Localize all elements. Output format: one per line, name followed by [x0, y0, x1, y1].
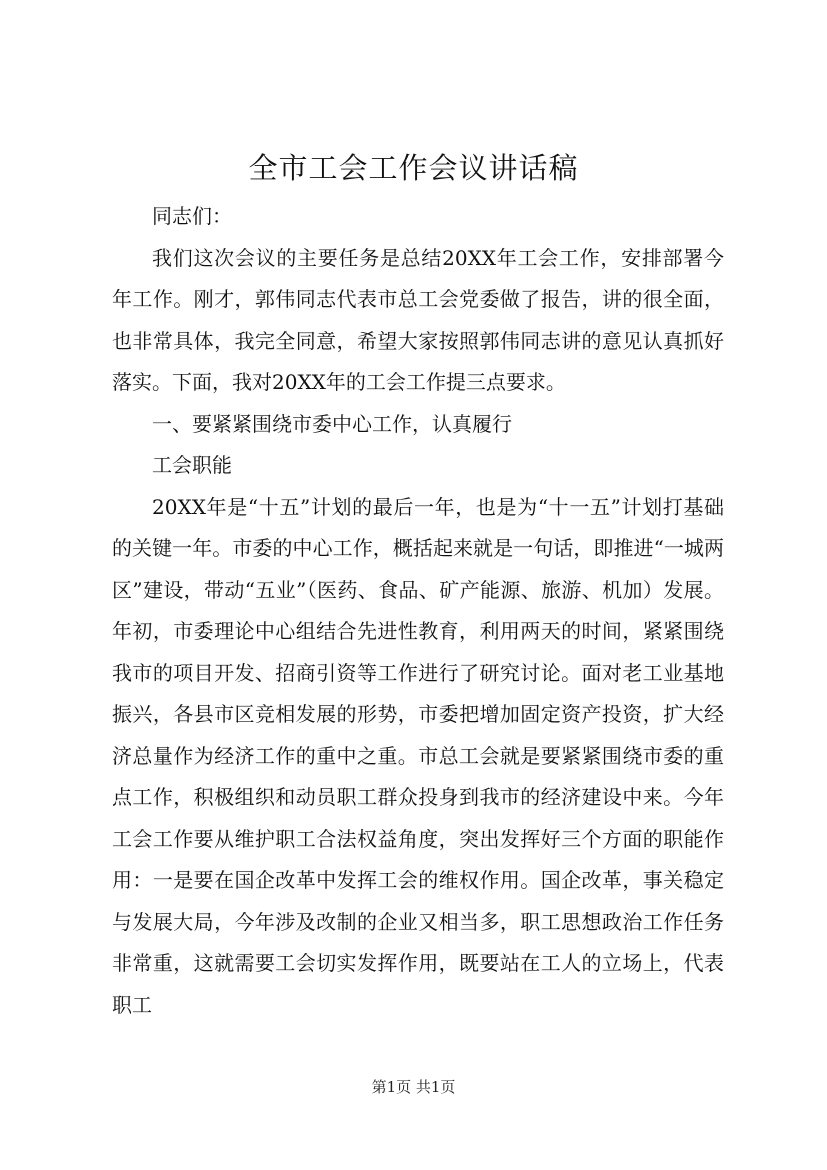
salutation-paragraph: 同志们： — [152, 204, 232, 228]
intro-paragraph: 我们这次会议的主要任务是总结20XX年工会工作，安排部署今年工作。刚才，郭伟同志代表市总工会党委做了报告，讲的很全面，也非常具体，我完全同意，希望大家按照郭伟同志讲的意见认真抓好落实。下面，我对20XX年的工会工作提三点要求。 — [112, 245, 724, 394]
document-body — [112, 196, 724, 1026]
section-heading-line-1: 一、要紧紧围绕市委中心工作，认真履行 — [152, 411, 512, 436]
document-title: 全市工会工作会议讲话稿 — [248, 151, 579, 185]
section-body-paragraph: 20XX年是“十五”计划的最后一年，也是为“十一五”计划打基础的关键一年。市委的中心工作，概括起来就是一句话，即推进“一城两区”建设，带动“五业”（医药、食品、矿产能源、旅游、机加）发展。年初，市委理论中心组结合先进性教育，利用两天的时间，紧紧围绕我市的项目开发、招商引资等工作进行了研究讨论。面对老工业基地振兴，各县市区竞相发展的形势，市委把增加固定资产投资，扩大经济总量作为经济工作的重中之重。市总工会就是要紧紧围绕市委的重点工作，积极组织和动员职工群众投身到我市的经济建设中来。今年工会工作要从维护职工合法权益角度，突出发挥好三个方面的职能作用：一是要在国企改革中发挥工会的维权作用。国企改革，事关稳定与发展大局，今年涉及改制的企业又相当多，职工思想政治工作任务非常重，这就需要工会切实发挥作用，既要站在工人的立场上，代表职工 — [112, 494, 724, 1017]
section-heading-line-2: 工会职能 — [152, 453, 232, 477]
page-footer: 第1页 共1页 — [371, 1078, 456, 1096]
